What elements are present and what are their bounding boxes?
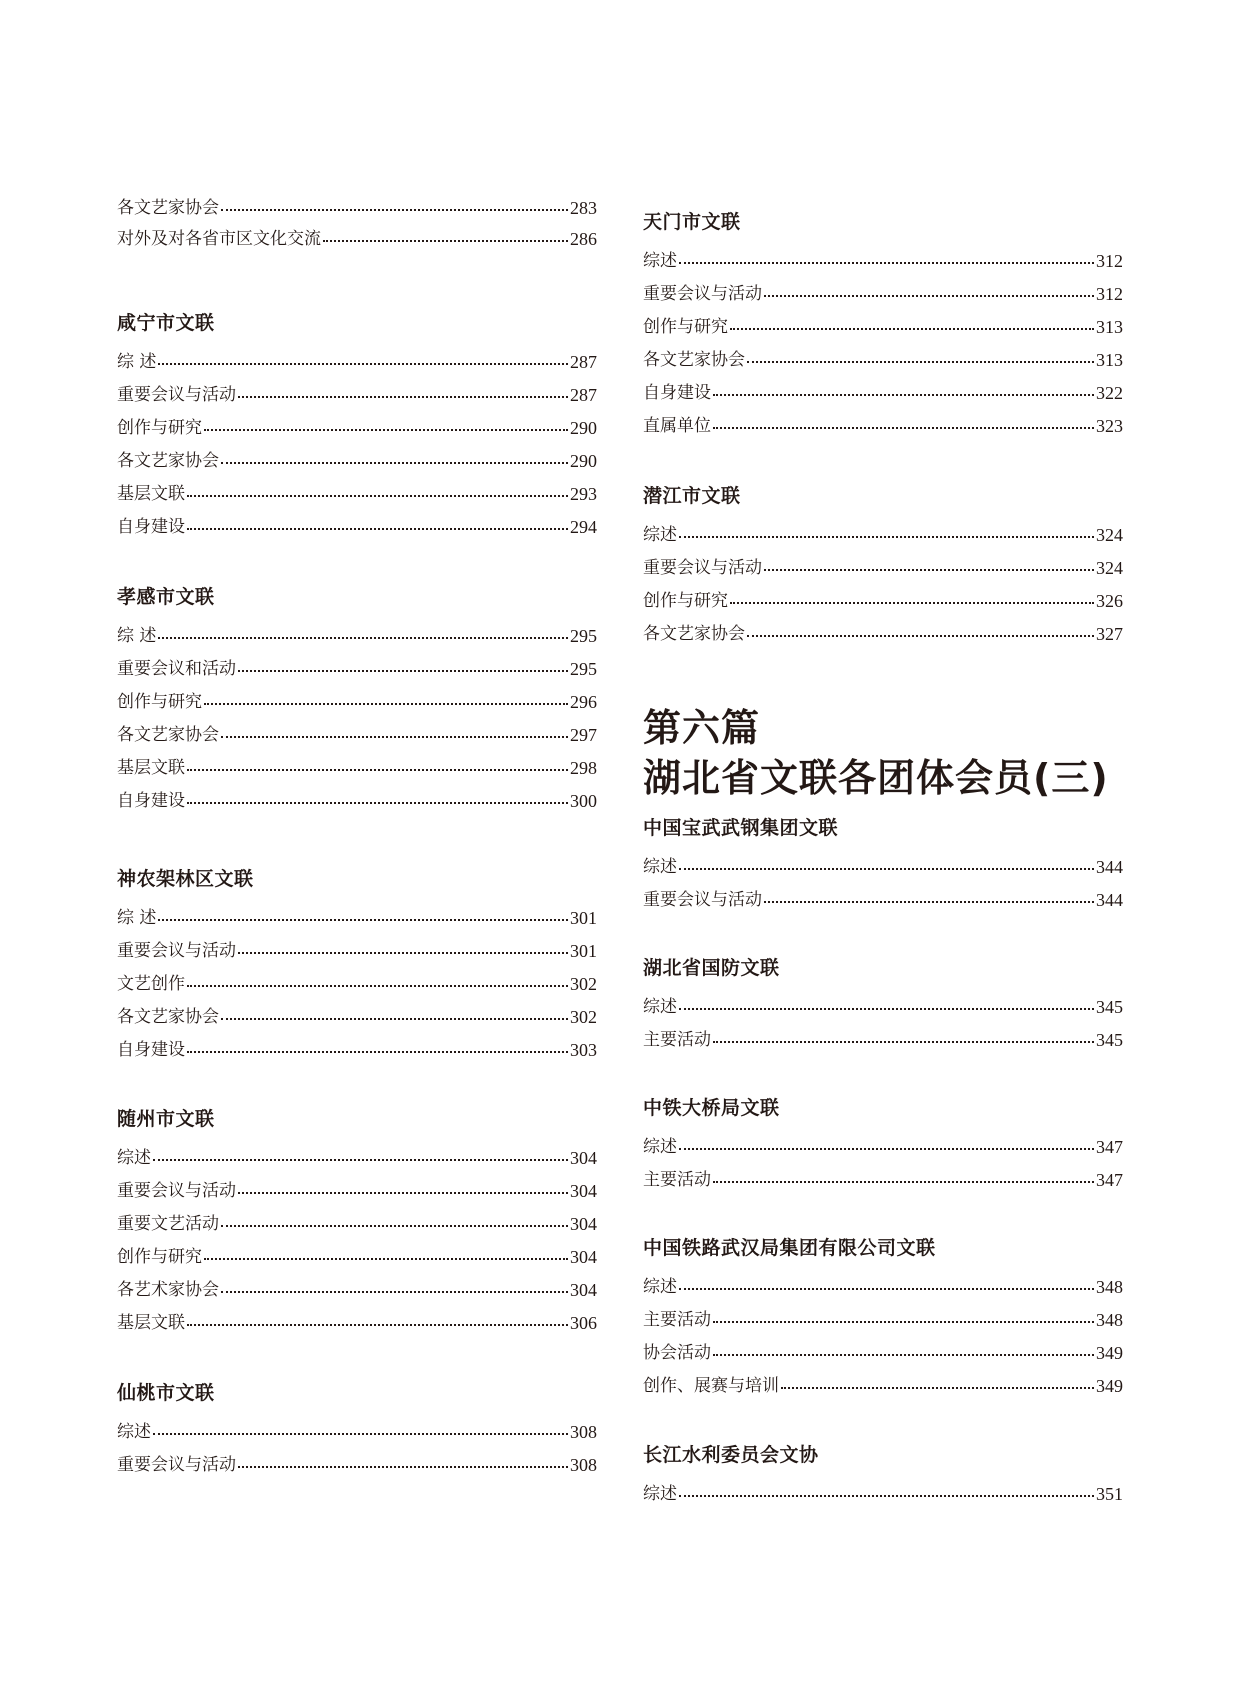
toc-entry-label: 综述 [643,857,677,877]
toc-entry-label: 各文艺家协会 [117,198,219,218]
toc-entry-page: 348 [1096,1310,1123,1330]
dot-leader [187,1311,568,1335]
toc-entry[interactable] [117,416,597,440]
toc-entry-page: 348 [1096,1277,1123,1297]
toc-entry-page: 290 [570,451,597,471]
toc-entry[interactable] [643,556,1123,580]
toc-entry-label: 自身建设 [117,791,185,811]
toc-entry-label: 综 述 [117,626,157,646]
toc-entry[interactable] [643,622,1123,646]
dot-leader [764,556,1094,580]
toc-entry-page: 313 [1096,350,1123,370]
toc-entry-label: 各文艺家协会 [117,725,219,745]
dot-leader [153,1146,568,1170]
toc-entry[interactable] [643,995,1123,1019]
toc-entry[interactable] [643,315,1123,339]
toc-entry-page: 324 [1096,525,1123,545]
toc-entry[interactable] [117,1005,597,1029]
toc-entry[interactable] [643,1168,1123,1192]
dot-leader [747,622,1094,646]
toc-entry-label: 重要会议与活动 [117,1181,236,1201]
dot-leader [679,995,1094,1019]
dot-leader [764,888,1094,912]
toc-entry-page: 303 [570,1040,597,1060]
toc-entry-page: 323 [1096,416,1123,436]
dot-leader [187,1038,568,1062]
toc-entry[interactable] [117,657,597,681]
toc-entry[interactable] [643,282,1123,306]
toc-entry[interactable] [643,1135,1123,1159]
toc-entry-label: 重要会议与活动 [117,385,236,405]
dot-leader [238,657,568,681]
toc-entry-label: 直属单位 [643,416,711,436]
toc-entry-page: 298 [570,758,597,778]
dot-leader [238,1453,568,1477]
toc-entry-page: 287 [570,385,597,405]
dot-leader [713,1168,1094,1192]
toc-entry-page: 302 [570,974,597,994]
toc-entry-page: 297 [570,725,597,745]
toc-entry-page: 304 [570,1181,597,1201]
toc-entry-label: 创作与研究 [117,418,202,438]
dot-leader [187,756,568,780]
dot-leader [204,690,568,714]
toc-entry-page: 347 [1096,1137,1123,1157]
toc-entry-page: 294 [570,517,597,537]
section-title: 长江水利委员会文协 [643,1444,819,1466]
toc-entry-label: 基层文联 [117,484,185,504]
toc-entry-page: 301 [570,908,597,928]
toc-entry[interactable] [117,196,597,220]
toc-entry-label: 协会活动 [643,1343,711,1363]
section-title: 中国宝武武钢集团文联 [643,817,839,839]
toc-entry-page: 344 [1096,857,1123,877]
toc-entry-page: 312 [1096,284,1123,304]
toc-entry[interactable] [117,756,597,780]
toc-entry-label: 主要活动 [643,1310,711,1330]
dot-leader [187,482,568,506]
dot-leader [204,1245,568,1269]
toc-entry-page: 313 [1096,317,1123,337]
toc-entry-page: 287 [570,352,597,372]
toc-entry-page: 304 [570,1148,597,1168]
section-title: 中国铁路武汉局集团有限公司文联 [643,1237,936,1259]
section-title: 湖北省国防文联 [643,957,780,979]
toc-entry-page: 306 [570,1313,597,1333]
part-title-heading: 湖北省文联各团体会员(三) [643,756,1109,800]
toc-entry[interactable] [117,1278,597,1302]
toc-entry-page: 324 [1096,558,1123,578]
toc-entry-page: 326 [1096,591,1123,611]
dot-leader [158,350,568,374]
toc-entry[interactable] [643,348,1123,372]
toc-entry-label: 文艺创作 [117,974,185,994]
toc-entry-page: 351 [1096,1484,1123,1504]
toc-entry[interactable] [643,381,1123,405]
dot-leader [238,939,568,963]
toc-entry-page: 296 [570,692,597,712]
toc-entry-page: 345 [1096,1030,1123,1050]
toc-entry-label: 各艺术家协会 [117,1280,219,1300]
toc-entry-page: 344 [1096,890,1123,910]
toc-entry-page: 286 [570,229,597,249]
toc-entry-label: 综述 [117,1148,151,1168]
section-title: 仙桃市文联 [117,1382,215,1404]
dot-leader [713,381,1094,405]
toc-entry-label: 综述 [117,1422,151,1442]
toc-entry[interactable] [643,523,1123,547]
toc-entry-label: 基层文联 [117,1313,185,1333]
toc-entry[interactable] [643,1275,1123,1299]
dot-leader [238,1179,568,1203]
toc-entry[interactable] [117,1245,597,1269]
toc-entry-label: 基层文联 [117,758,185,778]
toc-entry[interactable] [643,589,1123,613]
dot-leader [158,906,568,930]
toc-entry-label: 综述 [643,1484,677,1504]
toc-entry[interactable] [643,888,1123,912]
toc-entry-page: 301 [570,941,597,961]
section-title: 咸宁市文联 [117,312,215,334]
toc-entry-label: 重要会议与活动 [643,558,762,578]
toc-entry-page: 304 [570,1247,597,1267]
dot-leader [221,723,568,747]
section-title: 随州市文联 [117,1108,215,1130]
toc-entry[interactable] [117,1212,597,1236]
toc-entry[interactable] [117,624,597,648]
dot-leader [713,1341,1094,1365]
dot-leader [221,1278,568,1302]
toc-entry[interactable] [117,723,597,747]
toc-entry-page: 308 [570,1422,597,1442]
toc-entry[interactable] [643,1374,1123,1398]
toc-entry-page: 290 [570,418,597,438]
toc-entry-page: 349 [1096,1376,1123,1396]
toc-entry-page: 304 [570,1280,597,1300]
toc-entry[interactable] [117,972,597,996]
toc-entry-label: 各文艺家协会 [117,451,219,471]
toc-entry[interactable] [117,939,597,963]
toc-entry-page: 349 [1096,1343,1123,1363]
dot-leader [679,1482,1094,1506]
toc-entry-label: 重要会议与活动 [117,1455,236,1475]
toc-entry-label: 主要活动 [643,1030,711,1050]
toc-entry-page: 300 [570,791,597,811]
dot-leader [713,1028,1094,1052]
toc-entry[interactable] [117,1420,597,1444]
toc-entry-label: 创作与研究 [643,317,728,337]
dot-leader [679,855,1094,879]
toc-entry-page: 345 [1096,997,1123,1017]
toc-entry[interactable] [643,1028,1123,1052]
toc-entry[interactable] [117,1311,597,1335]
part-number-heading: 第六篇 [643,706,761,750]
dot-leader [713,414,1094,438]
toc-entry[interactable] [117,789,597,813]
dot-leader [238,383,568,407]
toc-entry-label: 自身建设 [117,517,185,537]
toc-entry-label: 各文艺家协会 [643,624,745,644]
toc-entry-label: 创作与研究 [643,591,728,611]
toc-entry-page: 283 [570,198,597,218]
toc-entry-label: 自身建设 [643,383,711,403]
section-title: 孝感市文联 [117,586,215,608]
section-title: 潜江市文联 [643,485,741,507]
toc-entry-label: 自身建设 [117,1040,185,1060]
toc-entry[interactable] [643,1308,1123,1332]
dot-leader [730,589,1094,613]
toc-entry[interactable] [117,1179,597,1203]
toc-entry[interactable] [643,855,1123,879]
toc-entry-label: 各文艺家协会 [643,350,745,370]
toc-entry-label: 对外及对各省市区文化交流 [117,229,321,249]
toc-entry[interactable] [643,1341,1123,1365]
toc-entry-page: 347 [1096,1170,1123,1190]
toc-entry-label: 创作与研究 [117,1247,202,1267]
toc-entry[interactable] [117,449,597,473]
toc-entry-page: 293 [570,484,597,504]
dot-leader [781,1374,1094,1398]
toc-entry[interactable] [117,482,597,506]
toc-entry[interactable] [117,515,597,539]
toc-entry[interactable] [117,1146,597,1170]
toc-entry-label: 综述 [643,1277,677,1297]
dot-leader [221,449,568,473]
toc-entry-page: 295 [570,626,597,646]
dot-leader [221,1212,568,1236]
toc-entry[interactable] [117,350,597,374]
toc-entry-label: 综 述 [117,352,157,372]
toc-entry-label: 各文艺家协会 [117,1007,219,1027]
toc-entry-label: 重要会议与活动 [643,890,762,910]
toc-entry-label: 创作、展赛与培训 [643,1376,779,1396]
toc-entry-label: 创作与研究 [117,692,202,712]
toc-entry[interactable] [117,1038,597,1062]
section-title: 中铁大桥局文联 [643,1097,780,1119]
toc-entry[interactable] [643,414,1123,438]
toc-entry[interactable] [117,383,597,407]
toc-entry-page: 302 [570,1007,597,1027]
dot-leader [679,523,1094,547]
dot-leader [764,282,1094,306]
dot-leader [323,227,568,251]
toc-entry-label: 重要会议与活动 [117,941,236,961]
toc-entry[interactable] [117,227,597,251]
toc-entry-label: 综述 [643,1137,677,1157]
dot-leader [187,515,568,539]
toc-entry[interactable] [117,690,597,714]
toc-entry[interactable] [643,1482,1123,1506]
toc-entry-label: 主要活动 [643,1170,711,1190]
dot-leader [679,1135,1094,1159]
toc-entry-page: 312 [1096,251,1123,271]
dot-leader [713,1308,1094,1332]
dot-leader [221,196,568,220]
dot-leader [158,624,568,648]
section-title: 神农架林区文联 [117,868,254,890]
dot-leader [221,1005,568,1029]
toc-entry-label: 综 述 [117,908,157,928]
dot-leader [730,315,1094,339]
toc-entry[interactable] [117,906,597,930]
toc-entry-page: 327 [1096,624,1123,644]
toc-entry-label: 重要会议和活动 [117,659,236,679]
toc-entry-page: 304 [570,1214,597,1234]
toc-entry-label: 综述 [643,997,677,1017]
toc-entry-page: 322 [1096,383,1123,403]
toc-entry-label: 综述 [643,525,677,545]
toc-entry[interactable] [117,1453,597,1477]
dot-leader [187,789,568,813]
dot-leader [187,972,568,996]
section-title: 天门市文联 [643,211,741,233]
toc-entry-page: 295 [570,659,597,679]
toc-entry[interactable] [643,249,1123,273]
dot-leader [679,1275,1094,1299]
toc-entry-label: 重要文艺活动 [117,1214,219,1234]
toc-entry-label: 重要会议与活动 [643,284,762,304]
toc-entry-page: 308 [570,1455,597,1475]
dot-leader [153,1420,568,1444]
dot-leader [679,249,1094,273]
dot-leader [204,416,568,440]
dot-leader [747,348,1094,372]
toc-entry-label: 综述 [643,251,677,271]
